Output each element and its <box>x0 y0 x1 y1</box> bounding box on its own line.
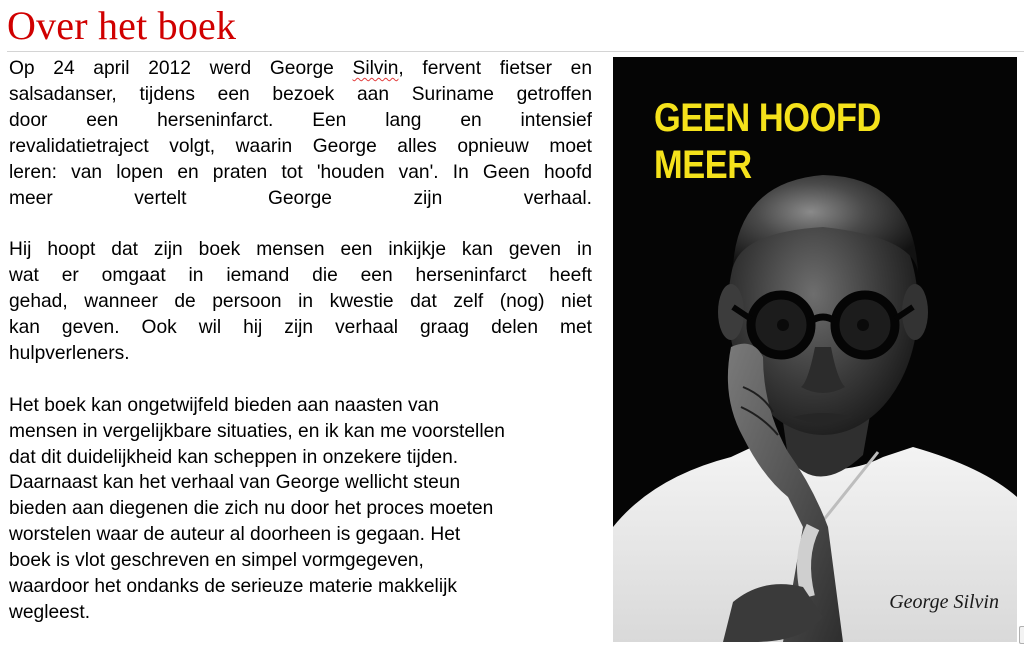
text-line: waardoor het ondanks de serieuze materie makkelijk <box>9 576 457 598</box>
text-line: Op 24 april 2012 werd George Silvin, fervent fietser en <box>9 58 592 79</box>
text-line: mensen in vergelijkbare situaties, en ik kan me voorstellen <box>9 420 505 442</box>
paragraph-2 <box>9 237 592 367</box>
cover-title-line-1: GEEN HOOFD <box>654 96 881 140</box>
text-line: dat dit duidelijkheid kan scheppen in onzekere tijden. <box>9 446 459 468</box>
cover-author: George Silvin <box>889 591 999 613</box>
paragraph-3 <box>9 393 592 626</box>
text-line: salsadanser, tijdens een bezoek aan Suriname getroffen <box>9 83 592 105</box>
text-line: Hij hoopt dat zijn boek mensen een inkijkje kan geven in <box>9 239 592 261</box>
cover-title <box>654 95 881 189</box>
spellcheck-flagged-word[interactable]: Silvin <box>352 58 399 79</box>
text-line: leren: van lopen en praten tot 'houden van'. In Geen hoofd <box>9 161 592 183</box>
text-line: wegleest. <box>9 602 91 623</box>
heading-divider <box>7 51 1024 52</box>
text-line: Daarnaast kan het verhaal van George wellicht steun <box>9 472 461 494</box>
text-line: meer vertelt George zijn verhaal. <box>9 187 592 209</box>
book-cover-image <box>613 57 1017 642</box>
text-line: hulpverleners. <box>9 342 130 364</box>
text-line: bieden aan diegenen die zich nu door het proces moeten <box>9 498 494 520</box>
text-line: gehad, wanneer de persoon in kwestie dat zelf (nog) niet <box>9 291 592 313</box>
page-heading: Over het boek <box>7 3 237 48</box>
text-line: kan geven. Ook wil hij zijn verhaal graag delen met <box>9 317 592 339</box>
text-line: door een herseninfarct. Een lang en intensief <box>9 109 592 131</box>
text-line: wat er omgaat in iemand die een herseninfarct heeft <box>9 265 592 287</box>
text-line: worstelen waar de auteur al doorheen is gegaan. Het <box>9 524 461 546</box>
scrollbar-nub[interactable] <box>1019 626 1024 644</box>
text-line: revalidatietraject volgt, waarin George alles opnieuw moet <box>9 135 592 157</box>
paragraph-1 <box>9 56 592 211</box>
text-line: boek is vlot geschreven en simpel vormgegeven, <box>9 550 424 572</box>
text-line: Het boek kan ongetwijfeld bieden aan naasten van <box>9 394 439 416</box>
cover-title-line-2: MEER <box>654 143 752 187</box>
body-text[interactable] <box>9 56 592 652</box>
